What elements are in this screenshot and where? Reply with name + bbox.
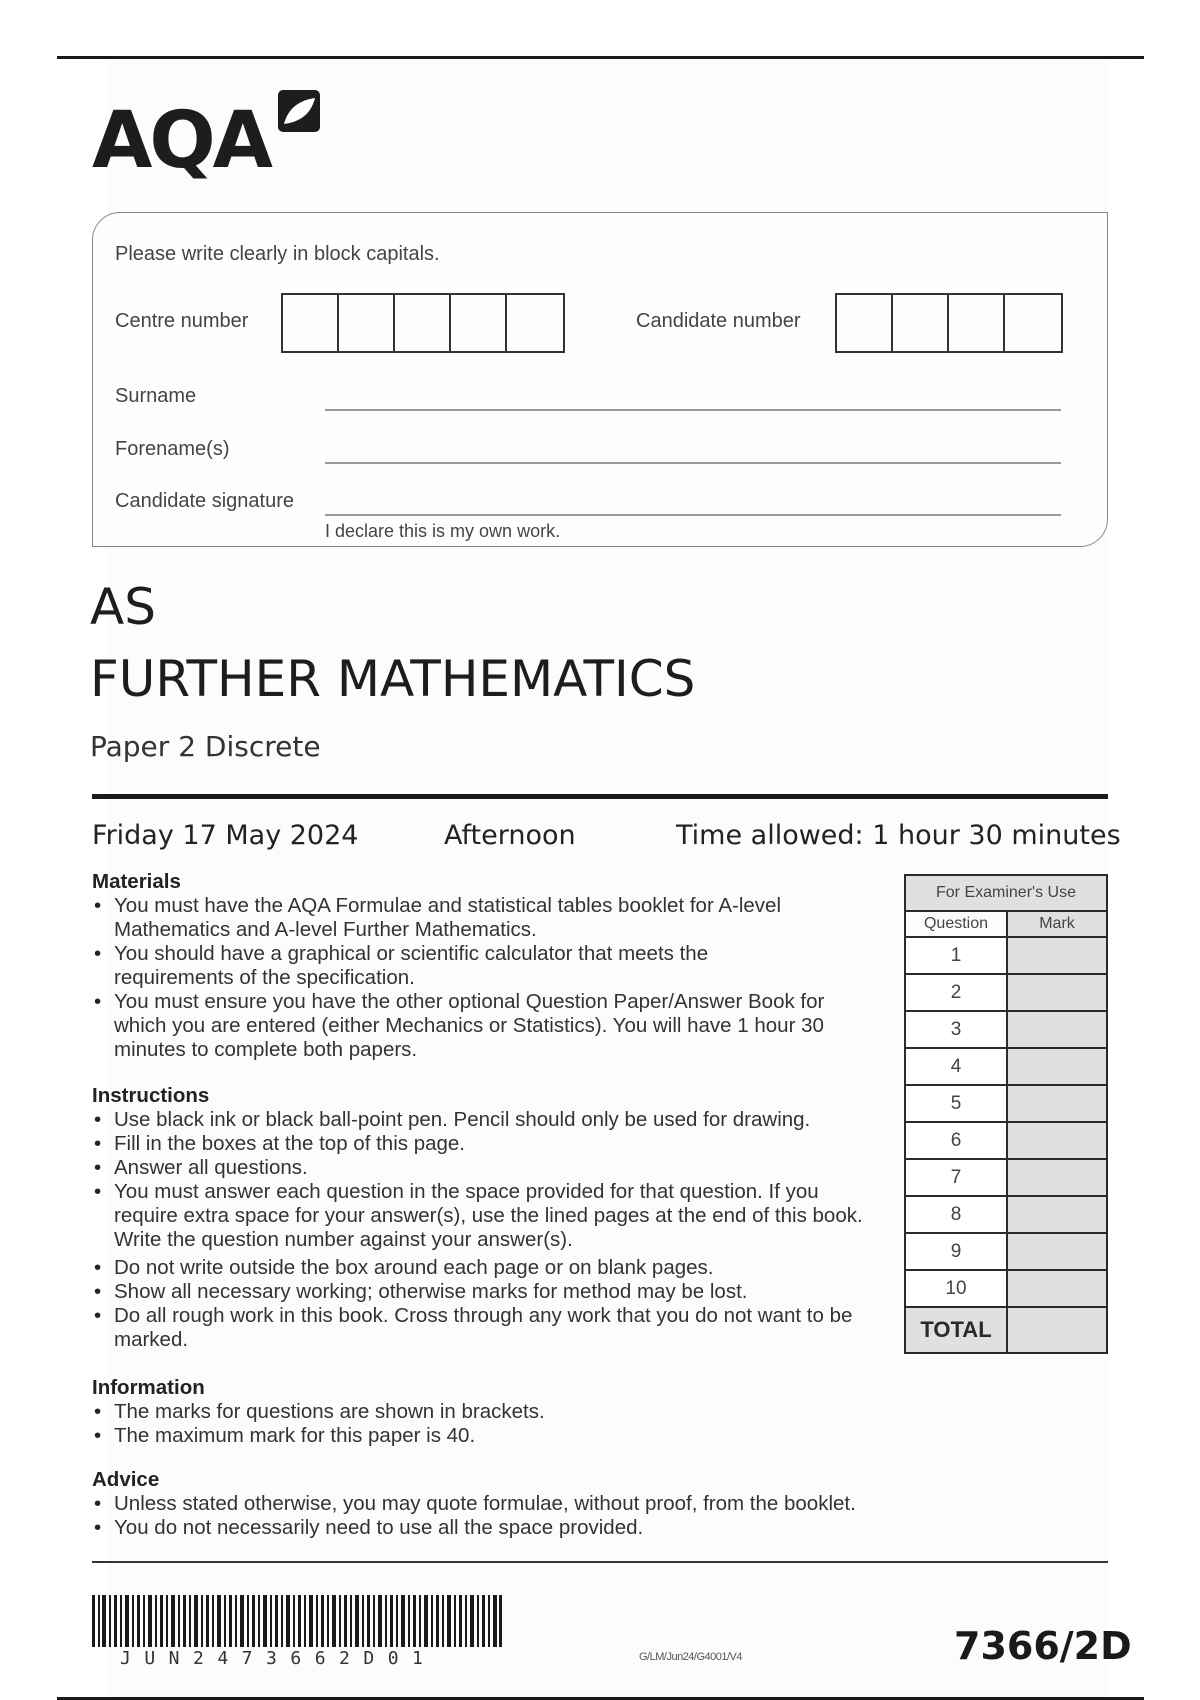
aqa-logo — [92, 90, 320, 186]
information-section — [92, 1376, 892, 1448]
question-number: 1 — [905, 937, 1007, 974]
forenames-label: Forename(s) — [115, 438, 230, 460]
surname-label: Surname — [115, 385, 197, 407]
mark-cell — [1007, 1270, 1107, 1307]
qualification-level: AS — [90, 578, 156, 636]
centre-number-digit[interactable] — [395, 295, 451, 351]
mark-cell — [1007, 1048, 1107, 1085]
logo-text: AQA — [92, 96, 271, 186]
candidate-number-label: Candidate number — [636, 310, 801, 332]
exam-date: Friday 17 May 2024 — [92, 820, 359, 851]
materials-item: • You must ensure you have the other optional Question Paper/Answer Book for which you are entered (either Mechanics or Statistics). You will have 1 hour 30 minutes to complete both papers. — [92, 990, 872, 1062]
candidate-details-box — [92, 212, 1108, 547]
table-row — [905, 1085, 1107, 1122]
time-allowed: Time allowed: 1 hour 30 minutes — [676, 820, 1121, 851]
instructions-item: • Use black ink or black ball-point pen. Pencil should only be used for drawing. — [92, 1108, 902, 1132]
mark-cell — [1007, 974, 1107, 1011]
advice-item: • You do not necessarily need to use all the space provided. — [92, 1516, 992, 1540]
centre-number-digit[interactable] — [451, 295, 507, 351]
table-row — [905, 974, 1107, 1011]
top-rule — [57, 56, 1144, 59]
centre-number-digit[interactable] — [339, 295, 395, 351]
advice-heading: Advice — [92, 1468, 160, 1491]
advice-item: • Unless stated otherwise, you may quote formulae, without proof, from the booklet. — [92, 1492, 992, 1516]
candidate-number-boxes — [835, 293, 1063, 353]
reference-code: G/LM/Jun24/G4001/V4 — [639, 1651, 743, 1663]
mark-column-header: Mark — [1007, 911, 1107, 937]
centre-number-label: Centre number — [115, 310, 249, 332]
instructions-item: • Answer all questions. — [92, 1156, 902, 1180]
title-divider — [92, 794, 1108, 799]
instructions-item: • Do all rough work in this book. Cross through any work that you do not want to be marked. — [92, 1304, 882, 1352]
table-row — [905, 1122, 1107, 1159]
mark-cell — [1007, 937, 1107, 974]
question-number: 9 — [905, 1233, 1007, 1270]
question-number: 7 — [905, 1159, 1007, 1196]
instructions-item: • You must answer each question in the space provided for that question. If you require extra space for your answer(s), use the lined pages at the end of this book. Write the question number against your answer(s). — [92, 1180, 882, 1252]
question-column-header: Question — [905, 911, 1007, 937]
instructions-item: • Fill in the boxes at the top of this page. — [92, 1132, 902, 1156]
candidate-number-digit[interactable] — [893, 295, 949, 351]
table-row — [905, 1011, 1107, 1048]
table-row — [905, 1048, 1107, 1085]
total-mark-cell — [1007, 1307, 1107, 1353]
paper-code: 7366/2D — [954, 1624, 1132, 1668]
examiner-use-table — [904, 874, 1108, 1354]
table-row — [905, 1159, 1107, 1196]
exam-session: Afternoon — [444, 820, 576, 851]
candidate-number-digit[interactable] — [949, 295, 1005, 351]
table-row — [905, 1196, 1107, 1233]
instructions-item: • Do not write outside the box around each page or on blank pages. — [92, 1256, 902, 1280]
centre-number-digit[interactable] — [507, 295, 563, 351]
instructions-item: • Show all necessary working; otherwise marks for method may be lost. — [92, 1280, 902, 1304]
candidate-number-digit[interactable] — [1005, 295, 1061, 351]
information-heading: Information — [92, 1376, 205, 1399]
barcode-icon — [92, 1595, 502, 1647]
examiner-table-title: For Examiner's Use — [905, 875, 1107, 911]
information-item: • The maximum mark for this paper is 40. — [92, 1424, 892, 1448]
table-row — [905, 937, 1107, 974]
information-item: • The marks for questions are shown in brackets. — [92, 1400, 892, 1424]
materials-item: • You should have a graphical or scientific calculator that meets the requirements of the specification. — [92, 942, 792, 990]
declaration-text: I declare this is my own work. — [325, 521, 561, 541]
centre-number-digit[interactable] — [283, 295, 339, 351]
question-number: 3 — [905, 1011, 1007, 1048]
forenames-field[interactable] — [325, 462, 1061, 464]
question-number: 4 — [905, 1048, 1007, 1085]
question-number: 2 — [905, 974, 1007, 1011]
signature-field[interactable] — [325, 514, 1061, 516]
advice-section — [92, 1468, 992, 1540]
table-row — [905, 1270, 1107, 1307]
question-number: 10 — [905, 1270, 1007, 1307]
materials-section — [92, 870, 825, 1062]
mark-cell — [1007, 1159, 1107, 1196]
question-number: 8 — [905, 1196, 1007, 1233]
aqa-leaf-icon — [278, 90, 320, 132]
block-capitals-instruction: Please write clearly in block capitals. — [115, 243, 440, 265]
total-row — [905, 1307, 1107, 1353]
materials-item: • You must have the AQA Formulae and statistical tables booklet for A-level Mathematics and A-level Further Mathematics. — [92, 894, 792, 942]
surname-field[interactable] — [325, 409, 1061, 411]
mark-cell — [1007, 1196, 1107, 1233]
mark-cell — [1007, 1233, 1107, 1270]
question-number: 5 — [905, 1085, 1007, 1122]
centre-number-boxes — [281, 293, 565, 353]
signature-label: Candidate signature — [115, 490, 295, 512]
mark-cell — [1007, 1085, 1107, 1122]
instructions-section — [92, 1084, 902, 1352]
total-label: TOTAL — [905, 1307, 1007, 1353]
mark-cell — [1007, 1122, 1107, 1159]
materials-heading: Materials — [92, 870, 181, 893]
subject-title: FURTHER MATHEMATICS — [90, 650, 696, 708]
table-row — [905, 1233, 1107, 1270]
paper-title: Paper 2 Discrete — [90, 730, 321, 763]
footer-divider — [92, 1561, 1108, 1563]
question-number: 6 — [905, 1122, 1007, 1159]
candidate-number-digit[interactable] — [837, 295, 893, 351]
barcode-text: JUN2473662D01 — [120, 1648, 437, 1669]
instructions-heading: Instructions — [92, 1084, 210, 1107]
mark-cell — [1007, 1011, 1107, 1048]
